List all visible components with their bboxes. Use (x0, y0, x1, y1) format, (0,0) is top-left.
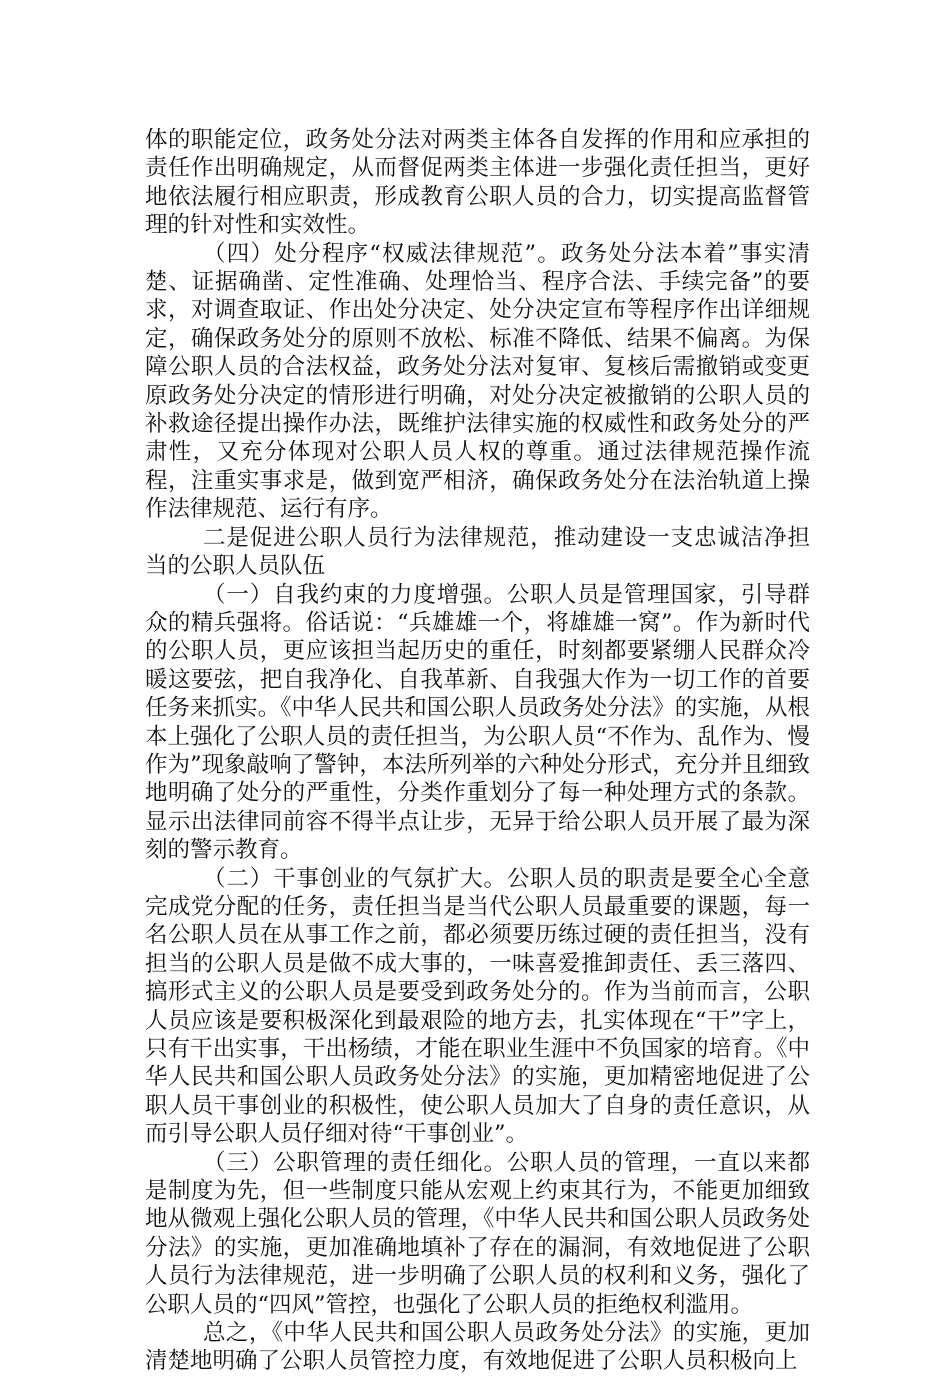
paragraph-conclusion: 总之，《中华人民共和国公职人员政务处分法》的实施，更加清楚地明确了公职人员管控力度，有效地促进了公职人员积极向上 (145, 1320, 810, 1375)
section-heading-two: 二是促进公职人员行为法律规范，推动建设一支忠诚洁净担当的公职人员队伍 (145, 524, 810, 580)
paragraph-continuation: 体的职能定位，政务处分法对两类主体各自发挥的作用和应承担的责任作出明确规定，从而督促两类主体进一步强化责任担当，更好地依法履行相应职责，形成教育公职人员的合力，切实提高监督管理的针对性和实效性。 (145, 127, 810, 239)
document-body (145, 126, 810, 1376)
paragraph-management: （三）公职管理的责任细化。公职人员的管理，一直以来都是制度为先，但一些制度只能从宏观上约束其行为，不能更加细致地从微观上强化公职人员的管理，《中华人民共和国公职人员政务处分法》的实施，更加准确地填补了存在的漏洞，有效地促进了公职人员行为法律规范，进一步明确了公职人员的权利和义务，强化了公职人员的“四风”管控，也强化了公职人员的拒绝权利滥用。 (145, 1149, 810, 1318)
paragraph-procedure: （四）处分程序“权威法律规范”。政务处分法本着”事实清楚、证据确凿、定性准确、处理恰当、程序合法、手续完备”的要求，对调查取证、作出处分决定、处分决定宣布等程序作出详细规定，确保政务处分的原则不放松、标准不降低、结果不偏离。为保障公职人员的合法权益，政务处分法对复审、复核后需撤销或变更原政务处分决定的情形进行明确，对处分决定被撤销的公职人员的补救途径提出操作办法，既维护法律实施的权威性和政务处分的严肃性，又充分体现对公职人员人权的尊重。通过法律规范操作流程，注重实事求是，做到宽严相济，确保政务处分在法治轨道上操作法律规范、运行有序。 (145, 240, 810, 523)
paragraph-self-restraint: （一）自我约束的力度增强。公职人员是管理国家，引导群众的精兵强将。俗话说：“兵雄雄一个，将雄雄一窝”。作为新时代的公职人员，更应该担当起历史的重任，时刻都要紧绷人民群众冷暖这要弦，把自我净化、自我革新、自我强大作为一切工作的首要任务来抓实。《中华人民共和国公职人员政务处分法》的实施，从根本上强化了公职人员的责任担当，为公职人员“不作为、乱作为、慢作为”现象敲响了警钟，本法所列举的六种处分形式，充分并且细致地明确了处分的严重性，分类作重划分了每一种处理方式的条款。显示出法律同前容不得半点让步，无异于给公职人员开展了最为深刻的警示教育。 (145, 581, 810, 864)
paragraph-entrepreneurship: （二）干事创业的气氛扩大。公职人员的职责是要全心全意完成党分配的任务，责任担当是当代公职人员最重要的课题，每一名公职人员在从事工作之前，都必须要历练过硬的责任担当，没有担当的公职人员是做不成大事的，一味喜爱推卸责任、丢三落四、搞形式主义的公职人员是要受到政务处分的。作为当前而言，公职人员应该是要积极深化到最艰险的地方去，扎实体现在“干”字上，只有干出实事，干出杨绩，才能在职业生涯中不负国家的培育。《中华人民共和国公职人员政务处分法》的实施，更加精密地促进了公职人员干事创业的积极性，使公职人员加大了自身的责任意识，从而引导公职人员仔细对待“干事创业”。 (145, 865, 810, 1148)
